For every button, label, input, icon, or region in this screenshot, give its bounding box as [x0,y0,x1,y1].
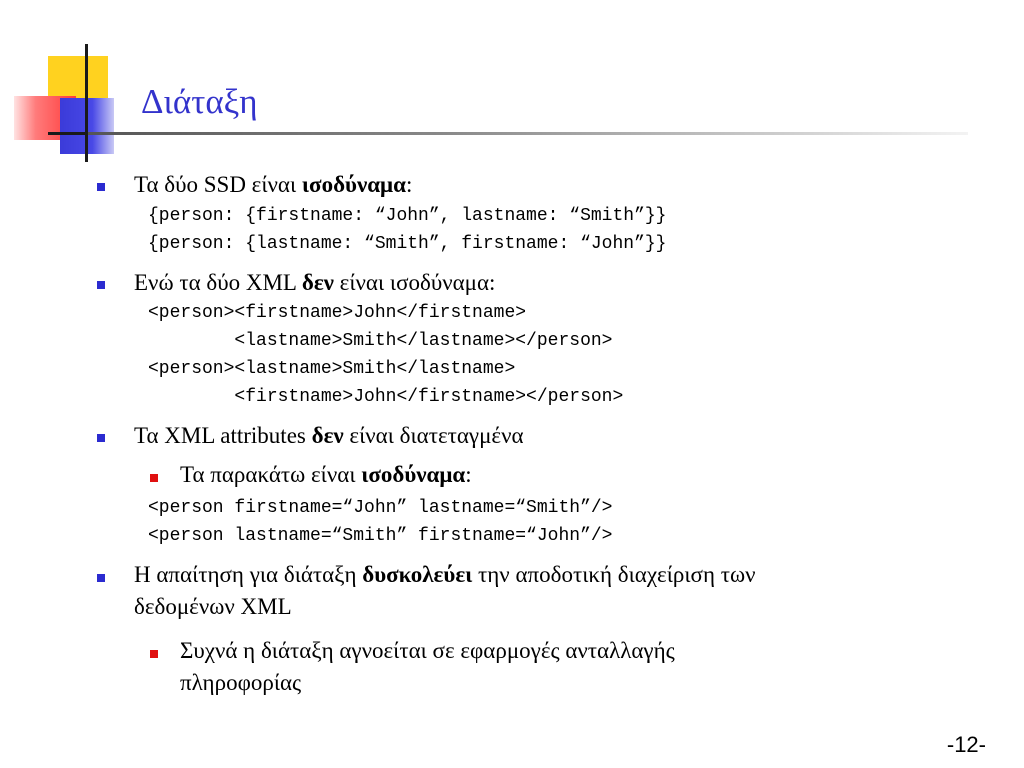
bullet-1-text: Τα δύο SSD είναι [134,172,302,197]
bullet-2 [134,270,495,296]
bullet-4-line-2: δεδομένων XML [134,594,292,619]
bullet-3 [134,423,524,449]
slide-title: Διάταξη [141,82,258,121]
bullet-4-text: Η απαίτηση για διάταξη [134,562,363,587]
bullet-4-suffix: την αποδοτική διαχείριση των [472,562,756,587]
code-line: <person><lastname>Smith</lastname> [148,359,516,379]
code-line: <person firstname=“John” lastname=“Smith”/> [148,498,613,518]
bullet-4 [134,562,756,588]
bullet-1-bold: ισοδύναμα [301,172,406,197]
bullet-3-text: Τα XML attributes [134,423,312,448]
code-line: {person: {lastname: “Smith”, firstname: “John”}} [148,234,667,254]
bullet-1-suffix: : [405,172,413,197]
sub-bullet-1 [180,462,472,488]
sub-bullet-1-text: Τα παρακάτω είναι [180,462,362,487]
bullet-marker [97,281,105,289]
bullet-3-bold: δεν [311,423,344,448]
bullet-2-text: Ενώ τα δύο XML [134,270,302,295]
logo-vertical-line [85,44,88,162]
bullet-3-suffix: είναι διατεταγμένα [343,423,524,448]
sub-bullet-1-suffix: : [465,462,472,487]
bullet-1 [134,172,412,198]
bullet-2-bold: δεν [301,270,334,295]
bullet-marker [97,434,105,442]
title-underline [88,132,968,135]
bullet-marker [97,183,105,191]
bullet-2-suffix: είναι ισοδύναμα: [333,270,496,295]
bullet-marker [97,574,105,582]
sub-bullet-2: Συχνά η διάταξη αγνοείται σε εφαρμογές ανταλλαγής [180,638,675,663]
page-number: -12- [946,732,986,757]
code-line: {person: {firstname: “John”, lastname: “Smith”}} [148,206,667,226]
sub-bullet-1-bold: ισοδύναμα [361,462,466,487]
sub-bullet-marker [150,474,158,482]
bullet-4-bold: δυσκολεύει [362,562,473,587]
sub-bullet-2-line-2: πληροφορίας [180,670,302,695]
code-line: <person lastname=“Smith” firstname=“John”/> [148,526,613,546]
sub-bullet-marker [150,650,158,658]
code-line: <firstname>John</firstname></person> [148,387,624,407]
code-line: <person><firstname>John</firstname> [148,303,527,323]
code-line: <lastname>Smith</lastname></person> [148,331,613,351]
